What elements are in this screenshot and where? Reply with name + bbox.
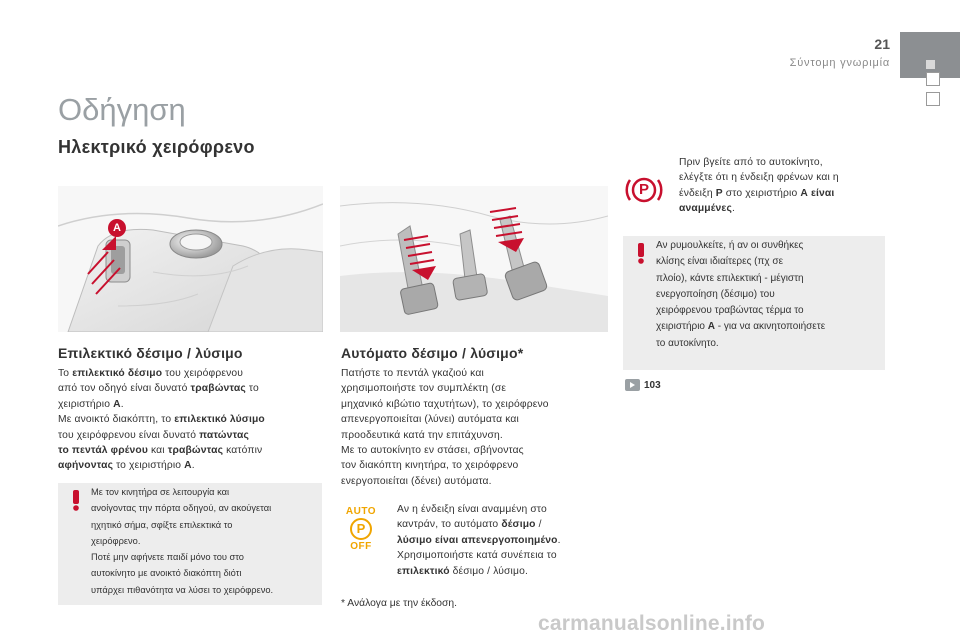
manual-text-emphasis: επιλεκτικό δέσιμο <box>72 368 163 379</box>
manual-text-line: αφήνοντας το χειριστήριο Α. <box>58 460 195 472</box>
auto-off-icon-top: AUTO <box>345 506 377 517</box>
reference-page-number: 103 <box>644 379 661 391</box>
reference-arrow-icon <box>625 379 640 391</box>
exit-check-line: αναμμένες. <box>679 203 735 215</box>
auto-off-text-line: Αν η ένδειξη είναι αναμμένη στο <box>397 504 547 515</box>
auto-off-text-line: καντράν, το αυτόματο δέσιμο / <box>397 519 542 531</box>
page-title: Οδήγηση <box>58 92 186 127</box>
warning-icon <box>68 489 84 511</box>
towing-warning-line: το αυτοκίνητο. <box>656 337 719 349</box>
manual-warning-box <box>58 483 322 605</box>
manual-text-emphasis: τραβώντας <box>167 445 224 457</box>
manual-text-line: χειριστήριο Α. <box>58 398 124 410</box>
auto-text-line: ενεργοποιείται (δένει) αυτόματα. <box>341 475 492 487</box>
brake-control-illustration <box>58 186 323 332</box>
page-subtitle: Ηλεκτρικό χειρόφρενο <box>58 137 255 157</box>
manual-warning-line: ηχητικό σήμα, σφίξτε επιλεκτικά το <box>91 519 233 530</box>
auto-off-text-line: επιλεκτικό δέσιμο / λύσιμο. <box>397 565 528 577</box>
manual-text-line: του χειρόφρενου είναι δυνατό πατώντας <box>58 429 249 441</box>
towing-warning-line: χειρόφρενου τραβώντας τέρμα το <box>656 305 804 317</box>
chapter-box-2 <box>926 92 940 106</box>
manual-text-emphasis: επιλεκτικό λύσιμο <box>174 414 265 426</box>
auto-off-text-emphasis: λύσιμο είναι απενεργοποιημένο <box>397 534 558 546</box>
manual-text-line: από τον οδηγό είναι δυνατό τραβώντας το <box>58 383 259 395</box>
exit-check-emphasis: P <box>715 187 723 199</box>
manual-text-line: το πεντάλ φρένου και τραβώντας κατόπιν <box>58 445 263 457</box>
exit-check-line: ένδειξη P στο χειριστήριο Α είναι <box>679 187 835 199</box>
auto-text-line: προοδευτικά κατά την επιτάχυνση. <box>341 429 503 441</box>
manual-warning-line: Ποτέ μην αφήνετε παιδί μόνο του στο <box>91 552 244 563</box>
auto-off-text-emphasis: επιλεκτικό <box>397 565 450 577</box>
manual-text-emphasis: το πεντάλ φρένου <box>58 445 148 457</box>
exit-check-emphasis: Α είναι <box>800 187 835 199</box>
auto-off-text-line: Χρησιμοποιήστε κατά συνέπεια το <box>397 550 557 562</box>
manual-text-emphasis: Α <box>113 398 121 410</box>
manual-text-emphasis: τραβώντας <box>190 383 246 395</box>
towing-warning-box <box>623 236 885 370</box>
control-a-badge: A <box>108 219 126 237</box>
exit-check-line: Πριν βγείτε από το αυτοκίνητο, <box>679 157 823 168</box>
auto-off-description <box>397 502 612 579</box>
manual-warning-line: ανοίγοντας την πόρτα οδηγού, αν ακούγεται <box>91 503 272 514</box>
towing-warning-line: κλίσης είναι ιδιαίτερες (πχ σε <box>656 256 784 268</box>
towing-warning-emphasis: Α <box>707 321 716 333</box>
page-number: 21 <box>874 36 890 52</box>
p-icon-letter: P <box>638 181 649 198</box>
section-name: Σύντομη γνωριμία <box>789 57 890 69</box>
towing-warning-line: πλοίο), κάντε επιλεκτική - μέγιστη <box>656 272 804 284</box>
manual-warning-line: Με τον κινητήρα σε λειτουργία και <box>91 487 230 497</box>
auto-off-icon-bottom: OFF <box>350 541 372 552</box>
manual-warning-line: υπάρχει πιθανότητα να λύσει το χειρόφρενο. <box>91 584 274 595</box>
auto-off-icon <box>340 506 382 554</box>
towing-warning-line: ενεργοποίηση (δέσιμο) του <box>656 288 775 300</box>
page-reference[interactable] <box>625 379 661 391</box>
towing-warning-line: Αν ρυμουλκείτε, ή αν οι συνθήκες <box>656 240 804 251</box>
manual-text-emphasis: πατώντας <box>199 429 249 441</box>
manual-text-line: Με ανοικτό διακόπτη, το επιλεκτικό λύσιμο <box>58 414 265 426</box>
exit-check-emphasis: αναμμένες <box>679 203 732 215</box>
manual-warning-line: χειρόφρενο. <box>91 535 141 546</box>
manual-text-emphasis: Α <box>184 460 192 472</box>
manual-text-emphasis: αφήνοντας <box>58 460 114 472</box>
towing-warning-line: χειριστήριο Α - για να ακινητοποιήσετε <box>656 321 826 333</box>
manual-warning-line: αυτοκίνητο με ανοικτό διακόπτη διότι <box>91 568 242 579</box>
manual-text-line: Το επιλεκτικό δέσιμο του χειρόφρενου <box>58 368 244 379</box>
watermark: carmanualsonline.info <box>538 612 766 635</box>
auto-text-line: μηχανικό κιβώτιο ταχυτήτων), το χειρόφρενο <box>341 398 549 410</box>
auto-text-line: χρησιμοποιήστε τον συμπλέκτη (σε <box>341 383 507 395</box>
auto-text-line: απενεργοποιείται (λύνει) αυτόματα και <box>341 414 519 426</box>
manual-warning-text <box>91 484 319 598</box>
auto-off-text-line: λύσιμο είναι απενεργοποιημένο. <box>397 534 561 546</box>
auto-text-line: Με το αυτοκίνητο εν στάσει, σβήνοντας <box>341 445 524 457</box>
manual-section-text <box>58 366 323 474</box>
auto-off-text-emphasis: δέσιμο <box>501 519 536 531</box>
auto-section-text <box>341 366 611 489</box>
exit-check-line: ελέγξτε ότι η ένδειξη φρένων και η <box>679 172 839 184</box>
warning-icon <box>633 242 649 264</box>
exit-check-text <box>679 155 889 217</box>
parking-brake-p-icon <box>624 170 664 210</box>
towing-warning-text <box>656 238 882 352</box>
chapter-tab-marker <box>926 60 935 69</box>
auto-text-line: Πατήστε το πεντάλ γκαζιού και <box>341 368 484 379</box>
pedals-illustration <box>340 186 608 332</box>
manual-section-title: Επιλεκτικό δέσιμο / λύσιμο <box>58 345 243 361</box>
auto-off-icon-circle: P <box>350 518 372 540</box>
auto-section-title: Αυτόματο δέσιμο / λύσιμο* <box>341 345 524 361</box>
chapter-box-1 <box>926 72 940 86</box>
footnote: * Ανάλογα με την έκδοση. <box>341 598 457 609</box>
auto-text-line: τον διακόπτη κινητήρα, το χειρόφρενο <box>341 460 519 472</box>
